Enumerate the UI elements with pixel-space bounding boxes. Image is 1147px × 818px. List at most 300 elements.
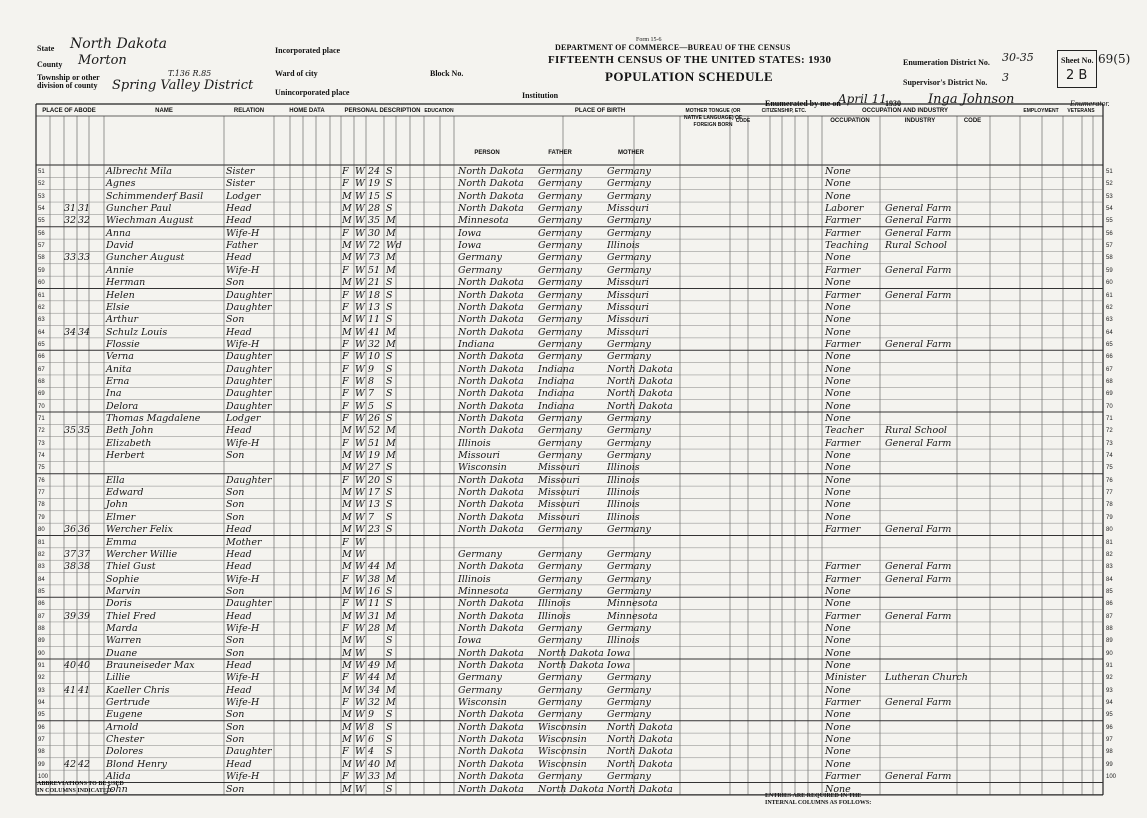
marital-status: S — [386, 734, 393, 746]
sex: F — [342, 697, 349, 709]
relation: Head — [226, 425, 252, 437]
person-name: Albrecht Mila — [106, 166, 172, 177]
person-name: Alida — [106, 771, 131, 783]
marital-status: S — [386, 783, 393, 795]
age: 9 — [368, 363, 375, 375]
row-number: 82 — [1106, 551, 1113, 558]
row-number: 70 — [1106, 403, 1113, 410]
birthplace-mother: Minnesota — [607, 598, 658, 610]
marital-status: M — [386, 771, 396, 783]
occupation: None — [825, 413, 851, 424]
relation: Lodger — [226, 413, 261, 424]
birthplace-mother: Germany — [607, 178, 651, 190]
occupation: Farmer — [825, 573, 861, 585]
family-number: 31 — [78, 203, 91, 215]
person-name: Arnold — [106, 721, 139, 733]
sex: M — [342, 252, 352, 264]
birthplace-person: Minnesota — [458, 215, 509, 227]
sex: M — [342, 709, 352, 721]
row-number: 92 — [1106, 675, 1113, 682]
row-number: 68 — [1106, 378, 1113, 385]
birthplace-father: Germany — [538, 524, 582, 536]
birthplace-mother: Germany — [607, 413, 651, 424]
age: 52 — [368, 425, 381, 437]
race: W — [355, 351, 365, 363]
person-name: Verna — [106, 351, 134, 363]
row-number: 72 — [1106, 428, 1113, 435]
race: W — [355, 203, 365, 215]
row-number: 67 — [1106, 366, 1113, 373]
marital-status: M — [386, 264, 396, 276]
birthplace-person: North Dakota — [458, 474, 524, 486]
occupation: None — [825, 783, 851, 795]
row-number-left: 80 — [38, 527, 45, 534]
relation: Head — [226, 758, 252, 770]
birthplace-father: Germany — [538, 561, 582, 573]
birthplace-person: North Dakota — [458, 425, 524, 437]
birthplace-mother: Germany — [607, 697, 651, 709]
birthplace-father: Germany — [538, 622, 582, 634]
occupation: None — [825, 363, 851, 375]
industry: General Farm — [885, 264, 952, 276]
institution-label: Institution — [522, 91, 559, 100]
row-number: 69 — [1106, 391, 1113, 398]
row-number-left: 92 — [38, 675, 45, 682]
occupation: Teaching — [825, 240, 869, 252]
age: 11 — [368, 598, 381, 610]
age: 7 — [368, 388, 375, 400]
occupation-header: OCCUPATION — [830, 118, 870, 124]
sex: M — [342, 240, 352, 252]
marital-status: M — [386, 425, 396, 437]
occupation: None — [825, 400, 851, 412]
row-number: 64 — [1106, 329, 1113, 336]
occupation-code-header: CODE — [963, 118, 982, 124]
marital-status: S — [386, 363, 393, 375]
race: W — [355, 388, 365, 400]
sex: M — [342, 610, 352, 622]
occupation: None — [825, 499, 851, 511]
birth-mother-header: MOTHER — [618, 150, 644, 156]
row-number-left: 53 — [38, 193, 45, 200]
age: 51 — [368, 437, 381, 449]
row-number-left: 79 — [38, 514, 45, 521]
birthplace-person: Illinois — [458, 573, 491, 585]
row-number: 61 — [1106, 292, 1113, 299]
enum-district-value: 30-35 — [1002, 51, 1034, 64]
dwelling-number: 40 — [64, 660, 77, 671]
supervisor-label: Supervisor's District No. — [903, 78, 988, 87]
schedule-title: POPULATION SCHEDULE — [605, 69, 774, 84]
marital-status: S — [386, 277, 393, 289]
marital-status: S — [386, 647, 393, 659]
birthplace-person: North Dakota — [458, 561, 524, 573]
row-number: 89 — [1106, 638, 1113, 645]
relation: Sister — [226, 178, 255, 190]
marital-status: M — [386, 326, 396, 338]
sex: M — [342, 783, 352, 795]
row-number-left: 97 — [38, 737, 45, 744]
birthplace-person: North Dakota — [458, 326, 524, 338]
sex: M — [342, 425, 352, 437]
relation: Head — [226, 203, 252, 215]
marital-status: S — [386, 635, 393, 647]
person-name: Dolores — [106, 746, 144, 758]
race: W — [355, 462, 365, 474]
person-name: Duane — [106, 647, 138, 659]
birthplace-mother: North Dakota — [607, 734, 673, 746]
age: 19 — [368, 450, 381, 462]
family-number: 32 — [78, 215, 91, 227]
dwelling-number: 35 — [64, 425, 77, 437]
race: W — [355, 289, 365, 301]
row-number-left: 62 — [38, 304, 45, 311]
birthplace-person: Indiana — [458, 338, 495, 350]
birthplace-mother: Germany — [607, 622, 651, 634]
person-name: Ina — [106, 388, 122, 400]
race: W — [355, 474, 365, 486]
relation: Daughter — [226, 289, 272, 301]
marital-status: S — [386, 746, 393, 758]
sheet-label: Sheet No. — [1061, 56, 1094, 65]
family-number: 39 — [78, 610, 91, 622]
race: W — [355, 499, 365, 511]
race: W — [355, 524, 365, 536]
birthplace-mother: Germany — [607, 548, 651, 560]
col-employment: EMPLOYMENT — [1023, 108, 1059, 114]
occupation: None — [825, 375, 851, 387]
birthplace-father: Germany — [538, 351, 582, 363]
row-number-left: 63 — [38, 317, 45, 324]
row-number: 87 — [1106, 613, 1113, 620]
row-number: 52 — [1106, 181, 1113, 188]
industry: General Farm — [885, 524, 952, 536]
sex: M — [342, 462, 352, 474]
family-number: 34 — [78, 326, 91, 338]
occupation: None — [825, 462, 851, 474]
race: W — [355, 166, 365, 177]
race: W — [355, 400, 365, 412]
marital-status: S — [386, 375, 393, 387]
race: W — [355, 178, 365, 190]
birthplace-mother: Germany — [607, 190, 651, 202]
family-number: 40 — [78, 660, 91, 671]
birthplace-person: Wisconsin — [458, 697, 507, 709]
person-name: Beth John — [106, 425, 154, 437]
birthplace-mother: Iowa — [607, 660, 631, 671]
birthplace-father: Missouri — [538, 487, 580, 499]
birthplace-person: Germany — [458, 684, 502, 696]
row-number: 90 — [1106, 650, 1113, 657]
department-title: DEPARTMENT OF COMMERCE—BUREAU OF THE CENSUS — [555, 43, 791, 52]
row-number: 76 — [1106, 477, 1113, 484]
occupation: None — [825, 598, 851, 610]
race: W — [355, 314, 365, 326]
marital-status: M — [386, 338, 396, 350]
family-number: 35 — [78, 425, 91, 437]
marital-status: M — [386, 227, 396, 239]
person-name: Schimmenderf Basil — [106, 190, 204, 202]
sex: F — [342, 573, 349, 585]
marital-status: M — [386, 437, 396, 449]
dwelling-number: 37 — [64, 548, 77, 560]
age: 7 — [368, 511, 375, 523]
marital-status: M — [386, 215, 396, 227]
birthplace-person: North Dakota — [458, 301, 524, 313]
marital-status: S — [386, 598, 393, 610]
race: W — [355, 363, 365, 375]
birthplace-person: Germany — [458, 672, 502, 684]
occupation: None — [825, 585, 851, 597]
row-number: 95 — [1106, 712, 1113, 719]
birthplace-mother: Germany — [607, 684, 651, 696]
birthplace-father: Germany — [538, 264, 582, 276]
row-number: 63 — [1106, 317, 1113, 324]
person-name: Warren — [106, 635, 142, 647]
dwelling-number: 42 — [64, 758, 77, 770]
birthplace-father: Germany — [538, 585, 582, 597]
age: 28 — [368, 622, 381, 634]
race: W — [355, 783, 365, 795]
sex: F — [342, 227, 349, 239]
birthplace-father: Germany — [538, 635, 582, 647]
row-number-left: 67 — [38, 366, 45, 373]
relation: Wife-H — [226, 622, 260, 634]
occupation: Farmer — [825, 610, 861, 622]
family-number: 42 — [78, 758, 91, 770]
relation: Daughter — [226, 400, 272, 412]
age: 27 — [368, 462, 381, 474]
person-name: Anita — [106, 363, 132, 375]
row-number-left: 90 — [38, 650, 45, 657]
row-number: 93 — [1106, 687, 1113, 694]
sex: M — [342, 647, 352, 659]
birthplace-person: Iowa — [458, 635, 482, 647]
race: W — [355, 684, 365, 696]
birthplace-mother: Illinois — [607, 474, 640, 486]
col-relation: RELATION — [233, 108, 265, 114]
occupation: None — [825, 635, 851, 647]
row-number-left: 56 — [38, 230, 45, 237]
birthplace-father: Germany — [538, 326, 582, 338]
occupation: Farmer — [825, 524, 861, 536]
relation: Head — [226, 326, 252, 338]
occupation: None — [825, 450, 851, 462]
birthplace-father: Germany — [538, 338, 582, 350]
birthplace-father: Germany — [538, 190, 582, 202]
row-number: 57 — [1106, 243, 1113, 250]
dwelling-number: 31 — [64, 203, 77, 215]
age: 10 — [368, 351, 381, 363]
birthplace-person: North Dakota — [458, 511, 524, 523]
dwelling-number: 38 — [64, 561, 77, 573]
row-number: 75 — [1106, 465, 1113, 472]
occupation: Farmer — [825, 227, 861, 239]
birthplace-person: North Dakota — [458, 203, 524, 215]
occupation: None — [825, 277, 851, 289]
person-name: Guncher Paul — [106, 203, 172, 215]
race: W — [355, 326, 365, 338]
marital-status: S — [386, 301, 393, 313]
age: 21 — [368, 277, 381, 289]
age: 24 — [368, 166, 381, 177]
row-number-left: 83 — [38, 564, 45, 571]
row-number-left: 64 — [38, 329, 45, 336]
birthplace-mother: Germany — [607, 227, 651, 239]
age: 28 — [368, 203, 381, 215]
person-name: Wercher Felix — [106, 524, 173, 536]
birthplace-mother: Illinois — [607, 511, 640, 523]
race: W — [355, 610, 365, 622]
birthplace-mother: Germany — [607, 709, 651, 721]
birthplace-person: North Dakota — [458, 734, 524, 746]
marital-status: S — [386, 511, 393, 523]
birthplace-mother: Germany — [607, 166, 651, 177]
birthplace-mother: Missouri — [607, 301, 649, 313]
relation: Son — [226, 499, 245, 511]
row-number: 54 — [1106, 206, 1113, 213]
col-veterans: VETERANS — [1067, 108, 1095, 114]
birthplace-person: North Dakota — [458, 660, 524, 671]
relation: Son — [226, 314, 245, 326]
birthplace-person: North Dakota — [458, 289, 524, 301]
enum-district-label: Enumeration District No. — [903, 58, 990, 67]
col-code: CODE — [735, 118, 751, 124]
birthplace-person: North Dakota — [458, 487, 524, 499]
age: 72 — [368, 240, 381, 252]
sex: M — [342, 635, 352, 647]
birthplace-person: Minnesota — [458, 585, 509, 597]
col-occupation-industry: OCCUPATION AND INDUSTRY — [862, 108, 948, 114]
age: 11 — [368, 314, 381, 326]
sex: M — [342, 215, 352, 227]
race: W — [355, 190, 365, 202]
race: W — [355, 585, 365, 597]
race: W — [355, 252, 365, 264]
birthplace-person: Iowa — [458, 240, 482, 252]
marital-status: S — [386, 289, 393, 301]
relation: Son — [226, 585, 245, 597]
birthplace-mother: Minnesota — [607, 610, 658, 622]
dwelling-number: 41 — [64, 684, 77, 696]
industry: Lutheran Church — [885, 672, 968, 684]
row-number-left: 59 — [38, 267, 45, 274]
relation: Head — [226, 524, 252, 536]
marital-status: S — [386, 462, 393, 474]
birthplace-mother: Germany — [607, 672, 651, 684]
marital-status: M — [386, 610, 396, 622]
row-number: 81 — [1106, 539, 1113, 546]
row-number: 94 — [1106, 700, 1113, 707]
occupation: None — [825, 622, 851, 634]
col-personal-description: PERSONAL DESCRIPTION — [344, 108, 421, 114]
birthplace-father: Germany — [538, 227, 582, 239]
marital-status: S — [386, 400, 393, 412]
marital-status: S — [386, 203, 393, 215]
supervisor-value: 3 — [1002, 71, 1009, 84]
marital-status: S — [386, 721, 393, 733]
occupation: Farmer — [825, 289, 861, 301]
incorporated-label: Incorporated place — [275, 46, 341, 55]
row-number: 99 — [1106, 761, 1113, 768]
row-number-left: 68 — [38, 378, 45, 385]
occupation: Farmer — [825, 264, 861, 276]
birthplace-father: Illinois — [538, 610, 571, 622]
race: W — [355, 450, 365, 462]
row-number-left: 100 — [38, 774, 49, 781]
person-name: Marda — [106, 622, 138, 634]
relation: Lodger — [226, 190, 261, 202]
sex: M — [342, 585, 352, 597]
sex: F — [342, 351, 349, 363]
birthplace-father: Missouri — [538, 511, 580, 523]
row-number-left: 58 — [38, 255, 45, 262]
occupation: None — [825, 301, 851, 313]
township-note: T.136 R.85 — [168, 69, 212, 78]
sex: F — [342, 400, 349, 412]
row-number: 88 — [1106, 625, 1113, 632]
sex: M — [342, 511, 352, 523]
race: W — [355, 277, 365, 289]
sex: M — [342, 524, 352, 536]
birthplace-mother: Germany — [607, 585, 651, 597]
industry: General Farm — [885, 771, 952, 783]
row-number: 79 — [1106, 514, 1113, 521]
row-number: 73 — [1106, 440, 1113, 447]
row-number-left: 99 — [38, 761, 45, 768]
occupation: Farmer — [825, 437, 861, 449]
age: 33 — [368, 771, 381, 783]
relation: Sister — [226, 166, 255, 177]
age: 73 — [368, 252, 381, 264]
occupation: None — [825, 314, 851, 326]
person-name: Guncher August — [106, 252, 185, 264]
birthplace-person: Iowa — [458, 227, 482, 239]
age: 6 — [368, 734, 375, 746]
birthplace-father: Indiana — [538, 400, 575, 412]
col-education: EDUCATION — [424, 108, 454, 114]
person-name: Agnes — [106, 178, 136, 190]
birthplace-father: Germany — [538, 289, 582, 301]
occupation: Farmer — [825, 771, 861, 783]
race: W — [355, 511, 365, 523]
person-name: Chester — [106, 734, 144, 746]
age: 34 — [368, 684, 381, 696]
marital-status: M — [386, 758, 396, 770]
person-name: Helen — [106, 289, 135, 301]
industry: General Farm — [885, 215, 952, 227]
birthplace-father: Missouri — [538, 462, 580, 474]
birthplace-mother: Missouri — [607, 289, 649, 301]
birthplace-father: Indiana — [538, 388, 575, 400]
race: W — [355, 647, 365, 659]
birthplace-father: Germany — [538, 684, 582, 696]
person-name: Elsie — [106, 301, 130, 313]
sex: F — [342, 771, 349, 783]
unincorporated-label: Unincorporated place — [275, 88, 350, 97]
occupation: None — [825, 647, 851, 659]
relation: Wife-H — [226, 264, 260, 276]
sex: M — [342, 548, 352, 560]
family-number: 33 — [78, 252, 91, 264]
birthplace-father: Germany — [538, 413, 582, 424]
birthplace-mother: Germany — [607, 437, 651, 449]
occupation: None — [825, 252, 851, 264]
birthplace-person: North Dakota — [458, 746, 524, 758]
marital-status: S — [386, 351, 393, 363]
birthplace-mother: Missouri — [607, 314, 649, 326]
birthplace-mother: North Dakota — [607, 400, 673, 412]
